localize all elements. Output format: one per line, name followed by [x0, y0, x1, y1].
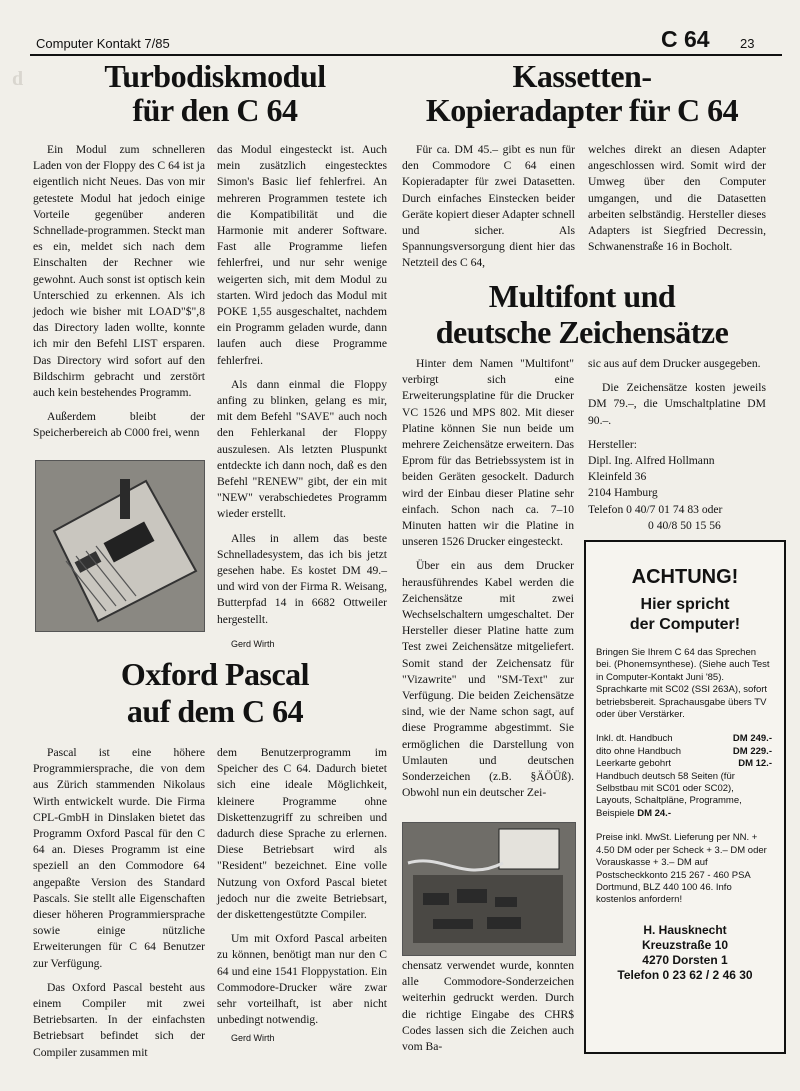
paragraph: Die Zeichensätze kosten jeweils DM 79.–, die Umschaltplatine DM 90.–.: [588, 381, 766, 427]
title-line: Kassetten-: [512, 58, 652, 94]
title-line: Oxford Pascal: [120, 656, 310, 692]
ad-address-line: H. Hausknecht: [643, 922, 727, 937]
price-item: Inkl. dt. Handbuch: [596, 733, 673, 745]
price-value: DM 249.-: [732, 733, 772, 745]
paragraph: Für ca. DM 45.– gibt es nun für den Commodore C 64 einen Kopieradapter für zwei Datasetten. Durch einfaches Einstecken beider Geräte kopiert dieser Adapter schnell und sicher. Als Spannungsversorgung dient hier das Netzteil des C 64,: [402, 143, 575, 270]
manual-line: [596, 771, 772, 821]
title-line: auf dem C 64: [126, 693, 304, 729]
turbo-module-photo: [35, 460, 205, 632]
paragraph: chensatz verwendet wurde, konnten alle Commodore-Sonderzeichen weiterhin gedruckt werden. Durch die richtige Eingabe des CHR$ Codes lassen sich die Zeichen auch vom Ba-: [402, 959, 574, 1054]
speech-synth-ad: [584, 540, 786, 1054]
contact-phone: 0 40/8 50 15 56: [648, 518, 721, 532]
pascal-column-2: [217, 745, 387, 1047]
title-line: für den C 64: [132, 91, 298, 128]
contact-phone: Telefon 0 40/7 01 74 83 oder: [588, 502, 723, 516]
article-title-multifont: [402, 278, 762, 350]
kassette-column-1: [402, 142, 575, 272]
title-line: Kopieradapter für C 64: [425, 91, 739, 128]
title-line: deutsche Zeichensätze: [435, 314, 729, 350]
paragraph: Pascal ist eine höhere Programmiersprache, die von dem aus Zürich stammenden Nikolaus Wirth entwickelt wurde. Die Firma CPL-GmbH in Dinslaken bietet das Programm Oxford Pascal für den C 64 an. Dieses Programm ist eine speziell an den Commodore 64 angepaßte Version des Standard Pascals. Sie stellt alle Eigenschaften dieser höheren Programmiersprache sowie einige nützliche Erweiterungen für C 64 Benutzer zur Verfügung.: [33, 746, 205, 970]
article-title-turbo: [40, 60, 390, 127]
paragraph: dem Benutzerprogramm im Speicher des C 64. Dadurch bietet sich eine ideale Möglichkeit, kleinere Programme ohne Diskettenzugriff zu schreiben und dadurch diese Sprache zu erlernen. Diese Betriebsart wird als "Resident" bezeichnet. Eine volle Nutzung von Oxford Pascal bietet jedoch nur die zweite Betriebsart, der diskettengestützte Compiler.: [217, 746, 387, 922]
ad-address-line: Kreuzstraße 10: [641, 937, 729, 952]
author-signature: Gerd Wirth: [231, 638, 275, 649]
ad-price-list: [596, 733, 772, 820]
ad-address-line: 4270 Dorsten 1: [642, 952, 728, 967]
magazine-name: Computer Kontakt 7/85: [36, 36, 170, 51]
page-number: 23: [740, 36, 755, 51]
contact-name: Dipl. Ing. Alfred Hollmann: [588, 454, 715, 468]
price-line: [596, 733, 772, 745]
kassette-column-2: [588, 142, 766, 255]
paragraph: das Modul eingesteckt ist. Auch mein zusätzlich eingestecktes Simon's Basic lief fehlerfrei. An mehreren Programmen testete ich die Kompatibilität und die Harmonie mit anderer Software. Fast alle Programme liefen fehlerfrei, und nur sehr wenige weigerten sich, mit dem Modul zu starten. Wird jedoch das Modul mit POKE 1,55 ausgeschaltet, nachdem ein Programm geladen wurde, dann laufen auch diese Programme fehlerfrei.: [217, 143, 387, 367]
paragraph: sic aus auf dem Drucker ausgegeben.: [588, 357, 761, 370]
multifont-column-2: [588, 356, 766, 534]
contact-city: 2104 Hamburg: [588, 486, 658, 500]
article-title-kassette: [402, 60, 762, 127]
turbo-column-2: [217, 142, 387, 652]
price-item: dito ohne Handbuch: [596, 745, 682, 757]
paragraph: Das Oxford Pascal besteht aus einem Compiler mit zwei Betriebsarten. In der einfachsten Betriebsart befindet sich der Compiler zusammen mit: [33, 980, 205, 1059]
article-title-pascal: [40, 656, 390, 730]
ad-address: [586, 923, 784, 983]
contact-label: Hersteller:: [588, 437, 637, 451]
manual-price: DM 24.-: [637, 807, 671, 819]
manual-text: Handbuch deutsch 58 Seiten (für Selbstbau mit SC01 oder SC02), Layouts, Schaltpläne, Programme, Beispiele: [596, 770, 742, 819]
paragraph: Hinter dem Namen "Multifont" verbirgt sich eine Erweiterungsplatine für die Drucker VC 1526 und MPS 802. Mit dieser Platine können Sie nun beide um mehrere Zeichensätze erweitern. Das Eprom für das Betriebssystem ist in beiden Geräten gesockelt. Dadurch wird der Einbau dieser Platine sehr einfach. Schon nach ca. 7–10 Minuten hatten wir die Platine in unseren 1526 Drucker eingesteckt.: [402, 357, 574, 549]
paragraph: welches direkt an diesen Adapter angeschlossen wird. Somit wird der Umweg über den Computer umgangen, und die Datasetten arbeiten selbständig. Hersteller dieses Adapters ist Siegfried Decressin, Schwanenstraße 16 in Bocholt.: [588, 143, 766, 254]
bleedthrough-text: d: [12, 68, 24, 90]
ad-subheadline: [586, 595, 784, 635]
ad-terms: Preise inkl. MwSt. Lieferung per NN. + 4.50 DM oder per Scheck + 3.– DM oder Vorauskasse + 3.– DM auf Postscheckkonto 215 267 - 460 PSA Dortmund, BLZ 440 100 46. Info kostenlos anfordern!: [596, 832, 767, 906]
title-line: Multifont und: [488, 278, 676, 314]
paragraph: Außerdem bleibt der Speicherbereich ab C000 frei, wenn: [33, 410, 205, 440]
manufacturer-contact: [588, 437, 766, 534]
ad-subheadline-line: Hier spricht: [640, 596, 730, 613]
ad-subheadline-line: der Computer!: [629, 616, 741, 633]
ad-address-line: Telefon 0 23 62 / 2 46 30: [617, 967, 753, 982]
paragraph: Über ein aus dem Drucker herausführendes Kabel werden die Zeichensätze mit zwei Wechselschaltern umgeschaltet. Der Hersteller dieser Platine hatte zum Test zwei Zeichensätze mitgeliefert. Somit stand der Zeichensatz für "Vizawrite" und "SM-Text" zur Verfügung. Die beiden Zeichensätze sind, wie der Name schon sagt, auf diese Programme abgestimmt. Sie ermöglichen die Darstellung von Umlauten und deutschen Sonderzeichen (z.B. §ÄÖÜß). Obwohl nun ein deutscher Zei-: [402, 559, 574, 800]
section-label: C 64: [661, 26, 710, 52]
multifont-column-1-end: [402, 958, 574, 1055]
contact-street: Kleinfeld 36: [588, 470, 647, 484]
price-value: DM 12.-: [738, 758, 772, 770]
multifont-printer-photo: [402, 822, 576, 956]
pascal-column-1: [33, 745, 205, 1061]
header-rule: [30, 54, 782, 56]
ad-headline: ACHTUNG!: [631, 566, 739, 588]
paragraph: Ein Modul zum schnelleren Laden von der Floppy des C 64 ist ja eigentlich nicht Neues. Das von mir getestete Modul hat jedoch einige Vorteile gegenüber anderen Schnellade-programmen. Steckt man es ein, meldet sich nach dem Einschalten der Rechner wie gewohnt. Auch sonst ist optisch kein Unterschied zu erkennen. Als ich jedoch wie bisher mit LOAD"$",8 das Directory laden wollte, konnte ich mir den Befehl LIST ersparen. Das Directory wird sofort auf den Bildschirm gebracht und zerstört auch kein bestehendes Programm.: [33, 143, 205, 400]
ad-body: Bringen Sie Ihrem C 64 das Sprechen bei. (Phonemsynthese). (Siehe auch Test in Computer-Kontakt Juni '85). Sprachkarte mit SC02 (SSI 263A), sofort betriebsbereit. Sprachausgabe übers TV oder über Verstärker.: [596, 647, 770, 721]
multifont-column-1: [402, 356, 574, 801]
price-value: DM 229.-: [732, 745, 772, 757]
price-line: [596, 758, 772, 770]
title-line: Turbodiskmodul: [104, 58, 326, 94]
paragraph: Alles in allem das beste Schnelladesystem, das ich bis jetzt gesehen habe. Es kostet DM 49.– und wird von der Firma R. Weisang, Butterpfad 14 in 6682 Ottweiler hergestellt.: [217, 531, 387, 626]
turbo-column-1: [33, 142, 205, 442]
price-line: [596, 746, 772, 758]
paragraph: Als dann einmal die Floppy anfing zu blinken, gelang es mir, mit dem Befehl "SAVE" auch noch den Fehlerkanal der Floppy auszulesen. Als letzten Pluspunkt entdeckte ich dann noch, daß es den Befehl "RENEW" gibt, der ein mit "NEW" verabschiedetes Programm wieder erstellt.: [217, 377, 387, 521]
price-item: Leerkarte gebohrt: [596, 758, 671, 770]
paragraph: Um mit Oxford Pascal arbeiten zu können, benötigt man nur den C 64 und eine 1541 Floppystation. Ein Commodore-Drucker wäre zwar sehr vorteilhaft, ist aber nicht unbedingt notwendig.: [217, 932, 387, 1027]
author-signature: Gerd Wirth: [231, 1033, 275, 1044]
